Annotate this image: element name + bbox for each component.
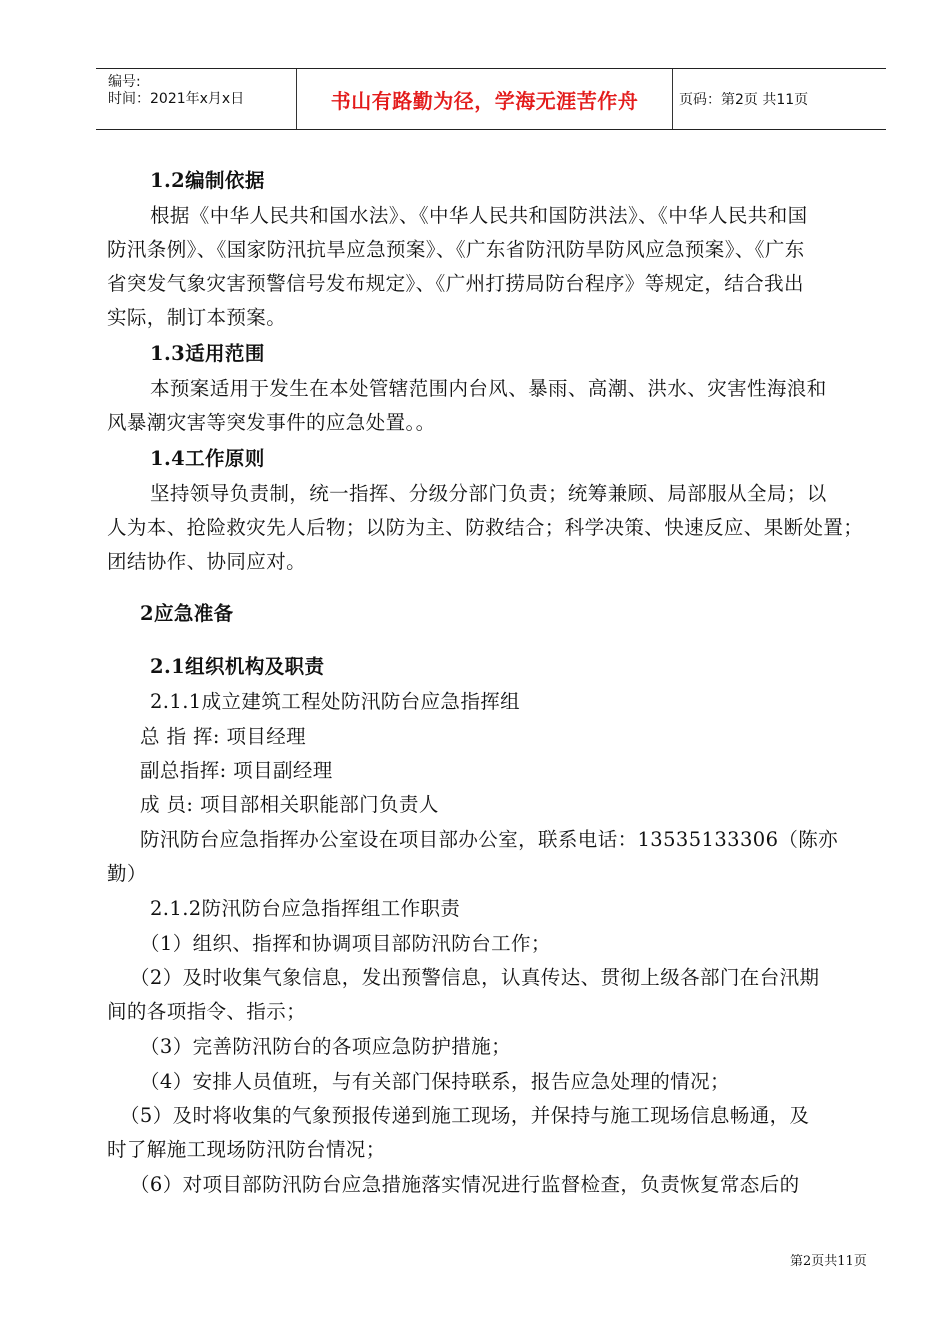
serial-label: 编号: (108, 74, 141, 90)
subsection-heading-2-1-1: 2.1.1成立建筑工程处防汛防台应急指挥组 (150, 690, 521, 713)
paragraph-line: 防汛条例》、《国家防汛抗旱应急预案》、《广东省防汛防旱防风应急预案》、《广东 (107, 238, 805, 261)
roster-line: 成 员: 项目部相关职能部门负责人 (140, 793, 439, 816)
header-motto (296, 69, 673, 129)
roster-line: 总 指 挥: 项目经理 (140, 725, 307, 748)
paragraph-line: 根据《中华人民共和国水法》、《中华人民共和国防洪法》、《中华人民共和国 (150, 204, 808, 227)
section-heading-1-3: 1.3适用范围 (150, 342, 265, 365)
duty-item: （4）安排人员值班，与有关部门保持联系，报告应急处理的情况； (140, 1070, 730, 1093)
section-heading-1-2: 1.2编制依据 (150, 169, 265, 192)
section-heading-1-4: 1.4工作原则 (150, 447, 265, 470)
paragraph-line: 坚持领导负责制，统一指挥、分级分部门负责；统筹兼顾、局部服从全局；以 (150, 482, 827, 505)
paragraph-line: 本预案适用于发生在本处管辖范围内台风、暴雨、高潮、洪水、灾害性海浪和 (150, 377, 827, 400)
paragraph-line: 团结协作、协同应对。 (107, 550, 307, 573)
motto-text: 书山有路勤为径，学海无涯苦作舟 (330, 88, 639, 113)
time-label: 时间：2021年x月x日 (108, 91, 245, 107)
page-header (96, 68, 886, 130)
page-footer: 第2页共11页 (790, 1254, 867, 1269)
paragraph-line: 省突发气象灾害预警信号发布规定》、《广州打捞局防台程序》等规定，结合我出 (107, 272, 804, 295)
duty-item: （1）组织、指挥和协调项目部防汛防台工作； (140, 932, 551, 955)
paragraph-line: 勤） (107, 862, 147, 885)
page-info-text: 页码：第2页 共11页 (679, 92, 809, 108)
section-heading-2-1: 2.1组织机构及职责 (150, 655, 325, 678)
duty-item: （6）对项目部防汛防台应急措施落实情况进行监督检查，负责恢复常态后的 (130, 1173, 800, 1196)
duty-item: （2）及时收集气象信息，发出预警信息，认真传达、贯彻上级各部门在台汛期 (130, 966, 820, 989)
paragraph-line: 人为本、抢险救灾先人后物；以防为主、防救结合；科学决策、快速反应、果断处置； (107, 516, 864, 539)
header-page-info (671, 69, 886, 129)
paragraph-line: 风暴潮灾害等突发事件的应急处置。。 (107, 411, 436, 434)
paragraph-line: 实际，制订本预案。 (107, 306, 287, 329)
chapter-heading-2: 2应急准备 (140, 602, 234, 625)
paragraph-line: 防汛防台应急指挥办公室设在项目部办公室，联系电话：13535133306（陈亦 (140, 828, 839, 851)
duty-item-continuation: 时了解施工现场防汛防台情况； (107, 1138, 386, 1161)
duty-item: （5）及时将收集的气象预报传递到施工现场，并保持与施工现场信息畅通，及 (120, 1104, 810, 1127)
subsection-heading-2-1-2: 2.1.2防汛防台应急指挥组工作职责 (150, 897, 461, 920)
roster-line: 副总指挥: 项目副经理 (140, 759, 333, 782)
duty-item-continuation: 间的各项指令、指示； (107, 1000, 307, 1023)
duty-item: （3）完善防汛防台的各项应急防护措施； (140, 1035, 512, 1058)
header-meta (96, 69, 296, 129)
